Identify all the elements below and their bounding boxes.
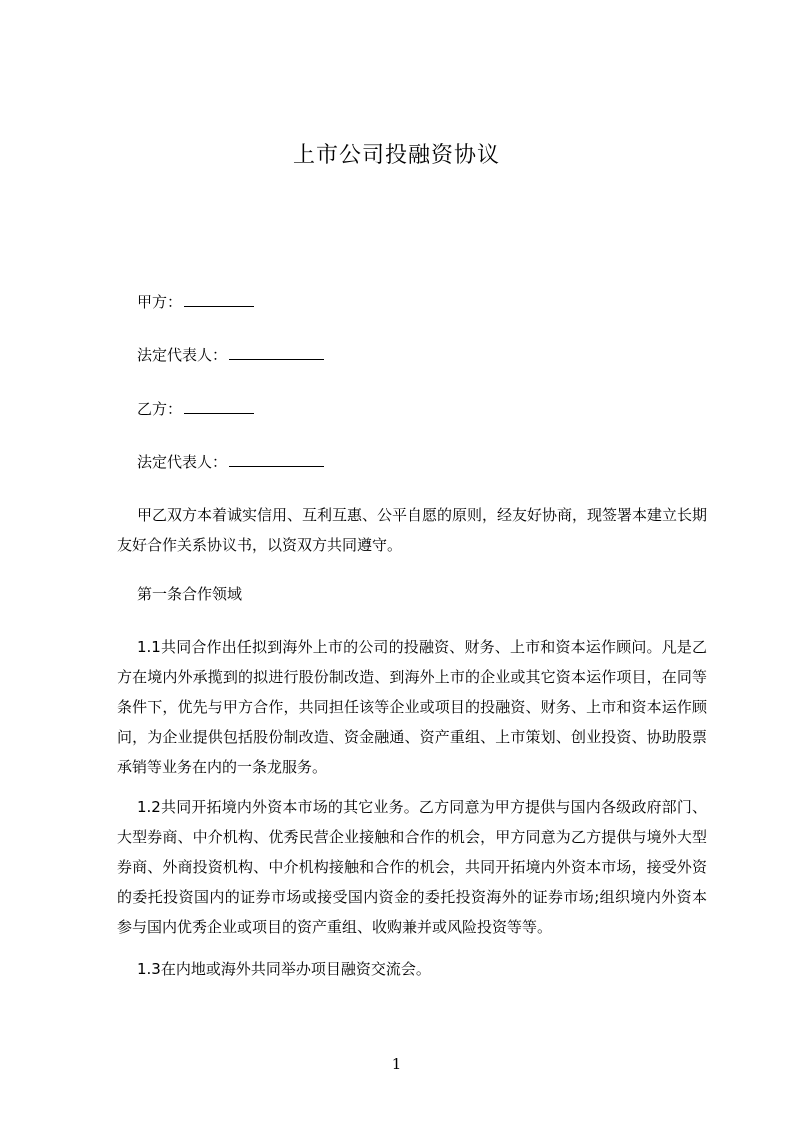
page-number: 1 <box>391 1055 402 1073</box>
page-title: 上市公司投融资协议 <box>292 143 500 168</box>
clause-1-1: 1.1共同合作出任拟到海外上市的公司的投融资、财务、上市和资本运作顾问。凡是乙方在境内外承揽到的拟进行股份制改造、到海外上市的企业或其它资本运作项目，在同等条件下，优先与甲方合作，共同担任该等企业或项目的投融资、财务、上市和资本运作顾问，为企业提供包括股份制改造、资金融通、资产重组、上市策划、创业投资、协助股票承销等业务在内的一条龙服务。 <box>117 638 707 776</box>
article-1-heading: 第一条合作领域 <box>137 585 243 603</box>
clause-1-2: 1.2共同开拓境内外资本市场的其它业务。乙方同意为甲方提供与国内各级政府部门、大型券商、中介机构、优秀民营企业接触和合作的机会，甲方同意为乙方提供与境外大型券商、外商投资机构、中介机构接触和合作的机会，共同开拓境内外资本市场，接受外资的委托投资国内的证券市场或接受国内资金的委托投资海外的证券市场;组织境内外资本参与国内优秀企业或项目的资产重组、收购兼并或风险投资等等。 <box>117 798 707 936</box>
party-b-blank <box>184 398 254 414</box>
party-b-rep-field <box>137 451 324 473</box>
party-b-field <box>137 398 254 420</box>
party-a-blank <box>184 291 254 307</box>
party-b-rep-label: 法定代表人： <box>137 453 228 471</box>
party-a-label: 甲方： <box>137 293 183 311</box>
party-a-rep-field <box>137 344 324 366</box>
party-a-rep-blank <box>229 344 324 360</box>
intro-paragraph: 甲乙双方本着诚实信用、互利互惠、公平自愿的原则，经友好协商，现签署本建立长期友好合作关系协议书，以资双方共同遵守。 <box>117 506 708 554</box>
party-a-field <box>137 291 254 313</box>
party-a-rep-label: 法定代表人： <box>137 346 228 364</box>
party-b-label: 乙方： <box>137 400 183 418</box>
clause-1-3: 1.3在内地或海外共同举办项目融资交流会。 <box>137 960 431 978</box>
party-b-rep-blank <box>229 451 324 467</box>
